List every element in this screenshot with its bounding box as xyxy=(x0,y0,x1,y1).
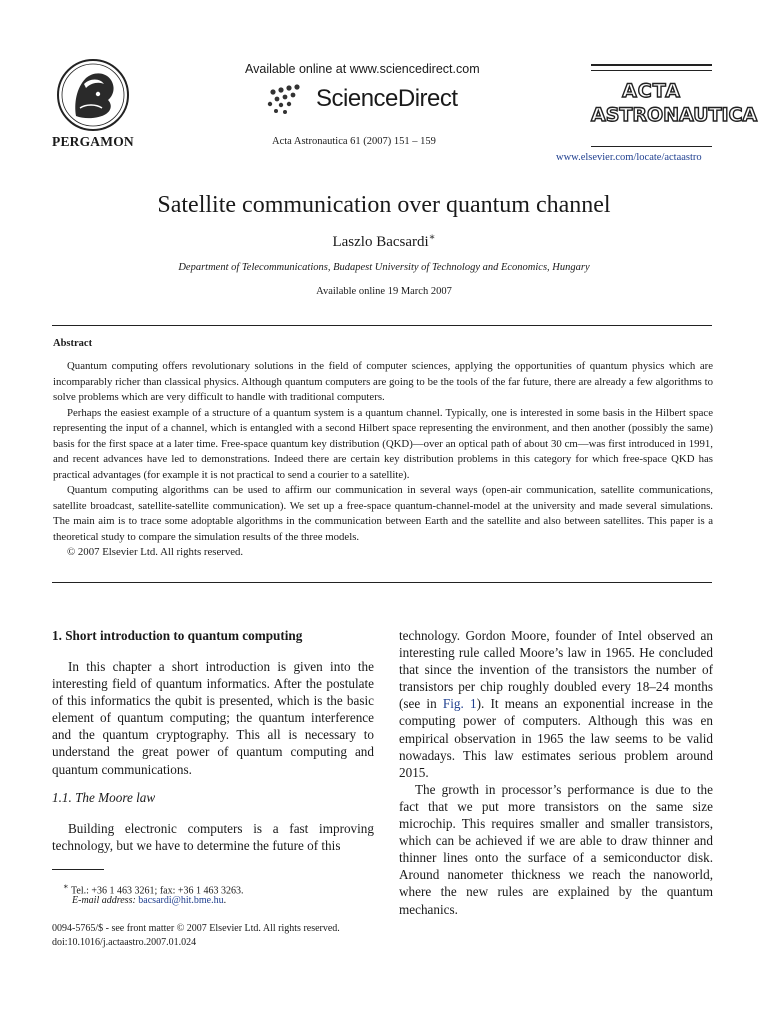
email-link[interactable]: bacsardi@hit.bme.hu xyxy=(138,895,224,906)
available-online-banner: Available online at www.sciencedirect.com xyxy=(245,62,480,76)
body-paragraph xyxy=(399,627,713,781)
author-name: Laszlo Bacsardi xyxy=(332,234,429,250)
subsection-heading: 1.1. The Moore law xyxy=(52,790,156,805)
pergamon-logo xyxy=(56,58,130,132)
issn-line: 0094-5765/$ - see front matter © 2007 Elsevier Ltd. All rights reserved. xyxy=(52,923,340,934)
abstract-paragraph: Perhaps the easiest example of a structure of a quantum system is a quantum channel. Typically, one is interested in some basis in the Hilbert space representing the input of a channel, which is entangled with a second Hilbert space representing the environment, and then another (possibly the same) basis for the first space at a later time. Free-space quantum key distribution (QKD)—over an optical path of about 30 cm—was first introduced in 1991, and recent advances have led to demonstrations. Indeed there are certain key distribution problems in this category for which free-space QKD has practical advantages (for example it is not practical to send a courier to a satellite). xyxy=(53,406,713,481)
abstract-bottom-rule xyxy=(52,582,712,583)
journal-logo-rule-bottom xyxy=(591,146,712,147)
right-column xyxy=(399,627,713,918)
abstract-heading: Abstract xyxy=(53,338,93,349)
publisher-name: PERGAMON xyxy=(52,134,134,149)
journal-logo-rule-top-thin xyxy=(591,70,712,71)
body-paragraph: In this chapter a short introduction is given into the interesting field of quantum informatics. After the postulate of this informatics the qubit is presented, which is the basic element of quantum computing; the quantum interference and the quantum cryptography. This all is necessary to understand the great power of quantum computing and quantum communications. xyxy=(52,659,374,777)
email-label: E-mail address: xyxy=(72,895,136,906)
body-paragraph: The growth in processor’s performance is due to the fact that we put more transistors on the same size microchip. This requires smaller and smaller transistors, which can be achieved if we are able to draw thinner and thinner lines onto the surface of a semiconductor disk. Around nanometer thickness we reach the nanoworld, where the new rules are explained by the quantum mechanics. xyxy=(399,781,713,917)
abstract-top-rule xyxy=(52,325,712,326)
footnote-mark: ∗ xyxy=(63,882,69,891)
author-affiliation: Department of Telecommunications, Budapest University of Technology and Economics, Hungary xyxy=(178,262,590,273)
abstract-paragraph: Quantum computing offers revolutionary solutions in the field of computer sciences, applying the opportunities of quantum physics which are incomparably richer than classical physics. Although quantum computers are going to be the tools of the far future, there are already a few algorithms to solve problems which are very difficult to handle with traditional computers. xyxy=(53,360,713,403)
article-author xyxy=(0,232,768,251)
author-footnote-mark[interactable]: ∗ xyxy=(428,232,436,243)
intro-paragraph xyxy=(52,658,374,778)
doi-line: doi:10.1016/j.actaastro.2007.01.024 xyxy=(52,937,197,948)
available-online-date: Available online 19 March 2007 xyxy=(316,286,452,297)
footnote-phone: Tel.: +36 1 463 3261; fax: +36 1 463 3263. xyxy=(68,885,244,897)
section-heading: 1. Short introduction to quantum computing xyxy=(52,628,303,643)
journal-citation: Acta Astronautica 61 (2007) 151 – 159 xyxy=(272,136,436,147)
paragraph-text: ). It means an exponential increase in the computing power of computers. Although this was en empirical observation in 1965 the law seems to be valid nowadays. This law estimates serious problem around 2015. xyxy=(399,696,713,780)
journal-logo-rule-top xyxy=(591,64,712,66)
moore-paragraph-start xyxy=(52,820,374,854)
footnote-rule xyxy=(52,869,104,870)
sciencedirect-wordmark: ScienceDirect xyxy=(316,85,458,112)
copyright-line: © 2007 Elsevier Ltd. All rights reserved. xyxy=(67,546,244,558)
abstract-body xyxy=(53,359,713,561)
front-matter xyxy=(52,922,340,950)
paragraph-text: technology. Gordon Moore, founder of Intel observed an interesting rule called Moore’s law in 1965. He concluded that since the invention of the transistors the number of transistors per chip roughly doubled every 18–24 months (see in xyxy=(399,628,713,712)
journal-logo-line1: ACTA xyxy=(622,80,681,102)
figure-1-link[interactable]: Fig. 1 xyxy=(442,696,477,712)
email-period: . xyxy=(223,895,227,906)
abstract-paragraph: Quantum computing algorithms can be used to affirm our communication in several ways (open-air communication, satellite communications, satellite broadcast, satellite-satellite communication). We set up a free-space quantum-channel-model at the university and made several simulations. The main aim is to trace some adoptable algorithms in the communication between Earth and the satellite and also between satellites. This paper is a theoretical study to compare the simulation results of the three models. xyxy=(53,484,713,543)
article-title: Satellite communication over quantum channel xyxy=(157,192,611,218)
footnote-email xyxy=(72,894,226,908)
body-paragraph: Building electronic computers is a fast improving technology, but we have to determine the future of this xyxy=(52,821,374,854)
journal-logo-line2: ASTRONAUTICA xyxy=(591,104,758,126)
journal-url-link[interactable]: www.elsevier.com/locate/actaastro xyxy=(556,152,702,163)
